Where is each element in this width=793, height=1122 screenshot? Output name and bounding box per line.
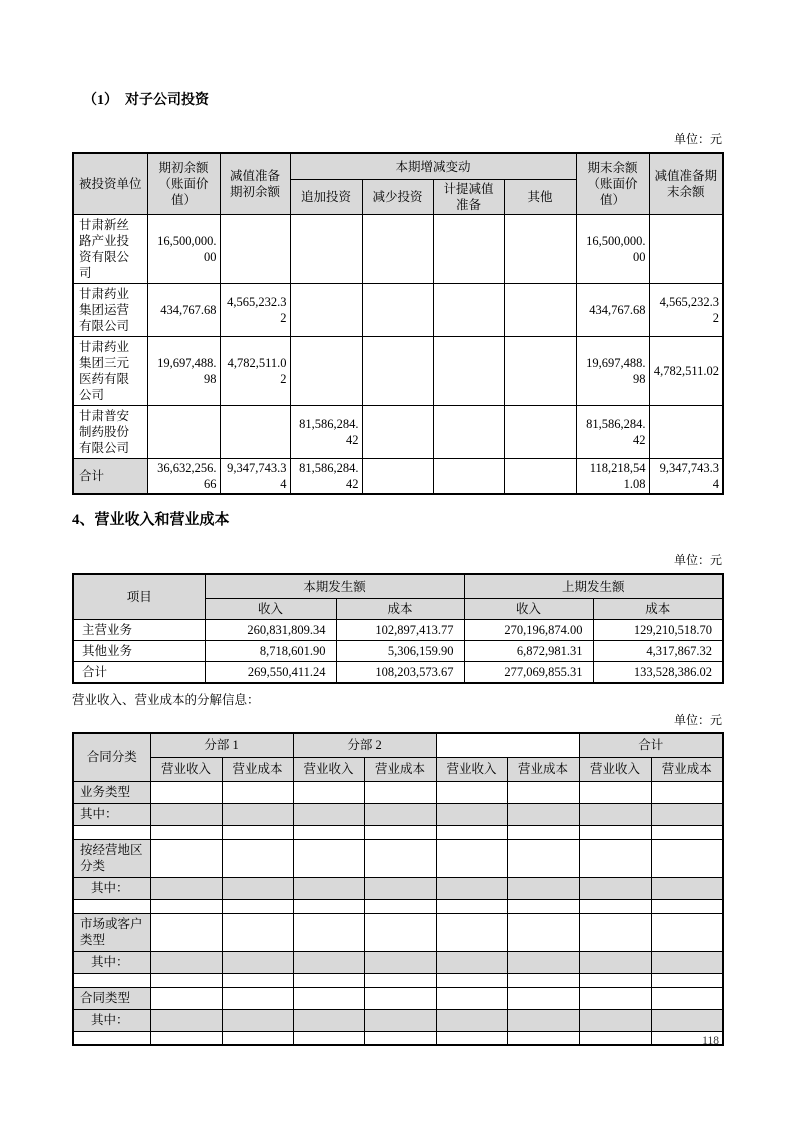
column-header-add-investment: 追加投资	[290, 180, 362, 215]
table-cell	[436, 781, 507, 803]
amount-cell: 129,210,518.70	[593, 620, 723, 641]
table-cell	[364, 913, 436, 951]
table-cell	[364, 781, 436, 803]
table-cell	[364, 1031, 436, 1045]
amount-cell	[649, 215, 723, 284]
table-cell	[651, 987, 723, 1009]
amount-cell: 108,203,573.67	[336, 662, 464, 683]
table-header-row	[73, 733, 723, 758]
table-cell	[651, 781, 723, 803]
table-cell	[222, 987, 293, 1009]
column-header-begin-balance: 期初余额（账面价值）	[147, 153, 220, 215]
table-cell	[73, 825, 150, 839]
table-cell	[222, 1031, 293, 1045]
table-subheader-row	[73, 757, 723, 781]
revenue-heading: 4、营业收入和营业成本	[72, 512, 230, 528]
column-header-impairment-provision: 计提减值准备	[433, 180, 504, 215]
table-cell	[651, 1009, 723, 1031]
column-header-op-cost: 营业成本	[507, 757, 579, 781]
table-row	[73, 839, 723, 877]
row-label-cell: 其他业务	[73, 641, 205, 662]
table-cell	[436, 825, 507, 839]
table-cell	[364, 877, 436, 899]
table-cell	[293, 1009, 364, 1031]
amount-cell	[290, 284, 362, 337]
amount-cell: 81,586,284.42	[290, 406, 362, 459]
table-cell	[293, 825, 364, 839]
table-cell	[436, 951, 507, 973]
table-row	[73, 620, 723, 641]
table-cell	[222, 781, 293, 803]
table-cell	[150, 987, 222, 1009]
amount-cell: 102,897,413.77	[336, 620, 464, 641]
table-cell	[150, 781, 222, 803]
table-cell	[651, 803, 723, 825]
table-cell	[293, 951, 364, 973]
table-cell	[293, 1031, 364, 1045]
table-row	[73, 406, 723, 459]
table-cell	[579, 987, 651, 1009]
table-cell	[222, 899, 293, 913]
table-cell	[579, 781, 651, 803]
table-cell	[507, 913, 579, 951]
table-cell	[579, 877, 651, 899]
table-cell	[364, 825, 436, 839]
table-cell	[293, 913, 364, 951]
table-cell	[222, 913, 293, 951]
table-cell	[293, 987, 364, 1009]
table-cell	[364, 899, 436, 913]
table-cell	[150, 803, 222, 825]
table-cell	[364, 839, 436, 877]
amount-cell: 16,500,000.00	[147, 215, 220, 284]
table-cell	[73, 1031, 150, 1045]
amount-cell	[433, 406, 504, 459]
table-cell	[436, 839, 507, 877]
table-cell	[507, 973, 579, 987]
table-cell	[222, 951, 293, 973]
amount-cell	[433, 459, 504, 495]
amount-cell	[362, 215, 433, 284]
table-cell	[150, 973, 222, 987]
column-header-segment-blank	[436, 733, 579, 758]
amount-cell	[290, 337, 362, 406]
table-cell	[436, 899, 507, 913]
investment-heading: （1） 对子公司投资	[83, 93, 209, 108]
amount-cell	[433, 284, 504, 337]
column-header-segment2: 分部 2	[293, 733, 436, 758]
row-label-cell: 其中：	[73, 951, 150, 973]
table-row	[73, 973, 723, 987]
amount-cell: 269,550,411.24	[205, 662, 336, 683]
column-header-op-cost: 营业成本	[651, 757, 723, 781]
breakdown-table	[72, 732, 724, 1047]
amount-cell	[220, 406, 290, 459]
table-cell	[651, 913, 723, 951]
investment-table	[72, 152, 724, 495]
table-cell	[651, 877, 723, 899]
table-row	[73, 215, 723, 284]
amount-cell: 4,565,232.32	[649, 284, 723, 337]
table-cell	[651, 973, 723, 987]
amount-cell: 434,767.68	[576, 284, 649, 337]
column-header-begin-impairment: 减值准备期初余额	[220, 153, 290, 215]
table-cell	[150, 1031, 222, 1045]
amount-cell: 133,528,386.02	[593, 662, 723, 683]
amount-cell	[649, 406, 723, 459]
table-header-row	[73, 574, 723, 599]
column-header-total: 合计	[579, 733, 723, 758]
amount-cell: 4,782,511.02	[649, 337, 723, 406]
table-cell	[293, 803, 364, 825]
table-cell	[222, 877, 293, 899]
table-cell	[436, 973, 507, 987]
table-cell	[579, 803, 651, 825]
table-cell	[150, 913, 222, 951]
amount-cell: 277,069,855.31	[464, 662, 593, 683]
amount-cell: 9,347,743.34	[649, 459, 723, 495]
table-row	[73, 803, 723, 825]
table-cell	[150, 1009, 222, 1031]
amount-cell	[504, 337, 576, 406]
table-cell	[222, 1009, 293, 1031]
table-cell	[507, 839, 579, 877]
table-cell	[364, 1009, 436, 1031]
row-label-cell: 合计	[73, 662, 205, 683]
row-label-cell: 合计	[73, 459, 147, 495]
amount-cell	[220, 215, 290, 284]
row-label-cell: 主营业务	[73, 620, 205, 641]
amount-cell: 4,565,232.32	[220, 284, 290, 337]
unit-label-investment: 单位：元	[673, 132, 722, 146]
table-row	[73, 877, 723, 899]
amount-cell: 19,697,488.98	[576, 337, 649, 406]
row-label-cell: 甘肃普安制药股份有限公司	[73, 406, 147, 459]
column-header-segment1: 分部 1	[150, 733, 293, 758]
amount-cell: 260,831,809.34	[205, 620, 336, 641]
table-cell	[293, 781, 364, 803]
table-cell	[150, 899, 222, 913]
column-header-other: 其他	[504, 180, 576, 215]
table-cell	[651, 839, 723, 877]
column-header-op-cost: 营业成本	[364, 757, 436, 781]
amount-cell: 4,317,867.32	[593, 641, 723, 662]
table-cell	[579, 1009, 651, 1031]
table-cell	[579, 1031, 651, 1045]
table-cell	[364, 951, 436, 973]
table-cell	[364, 987, 436, 1009]
column-header-income: 收入	[464, 599, 593, 620]
amount-cell	[290, 215, 362, 284]
table-cell	[436, 913, 507, 951]
table-total-row	[73, 662, 723, 683]
table-cell	[293, 839, 364, 877]
column-header-period-change: 本期增减变动	[290, 153, 576, 180]
table-cell	[222, 803, 293, 825]
table-cell	[222, 825, 293, 839]
table-cell	[507, 825, 579, 839]
row-label-cell: 其中：	[73, 877, 150, 899]
column-header-cost: 成本	[593, 599, 723, 620]
column-header-reduce-investment: 减少投资	[362, 180, 433, 215]
table-cell	[507, 1009, 579, 1031]
table-row	[73, 1009, 723, 1031]
table-header-row	[73, 153, 723, 180]
table-row	[73, 641, 723, 662]
amount-cell: 434,767.68	[147, 284, 220, 337]
table-cell	[507, 803, 579, 825]
table-cell	[579, 839, 651, 877]
table-cell	[364, 803, 436, 825]
table-cell	[579, 951, 651, 973]
amount-cell: 118,218,541.08	[576, 459, 649, 495]
table-row	[73, 337, 723, 406]
amount-cell: 8,718,601.90	[205, 641, 336, 662]
amount-cell	[504, 215, 576, 284]
table-cell	[222, 839, 293, 877]
table-cell	[507, 987, 579, 1009]
table-cell	[507, 877, 579, 899]
table-row	[73, 1031, 723, 1045]
table-cell	[579, 825, 651, 839]
table-row	[73, 284, 723, 337]
revenue-table	[72, 573, 724, 684]
table-row	[73, 825, 723, 839]
column-header-income: 收入	[205, 599, 336, 620]
amount-cell: 81,586,284.42	[290, 459, 362, 495]
amount-cell: 5,306,159.90	[336, 641, 464, 662]
amount-cell: 19,697,488.98	[147, 337, 220, 406]
table-cell	[436, 987, 507, 1009]
row-label-cell: 甘肃新丝路产业投资有限公司	[73, 215, 147, 284]
column-header-prior-period: 上期发生额	[464, 574, 723, 599]
column-header-op-income: 营业收入	[150, 757, 222, 781]
amount-cell	[362, 284, 433, 337]
table-row	[73, 781, 723, 803]
table-cell	[651, 825, 723, 839]
amount-cell	[362, 406, 433, 459]
column-header-op-cost: 营业成本	[222, 757, 293, 781]
unit-label-breakdown: 单位：元	[673, 712, 722, 727]
table-cell	[364, 973, 436, 987]
table-cell	[150, 825, 222, 839]
table-cell	[73, 899, 150, 913]
row-label-cell: 其中：	[73, 1009, 150, 1031]
column-header-op-income: 营业收入	[293, 757, 364, 781]
table-cell	[150, 877, 222, 899]
row-label-cell: 业务类型	[73, 781, 150, 803]
table-cell	[507, 781, 579, 803]
amount-cell	[433, 215, 504, 284]
table-cell	[507, 951, 579, 973]
amount-cell	[504, 284, 576, 337]
table-cell	[293, 973, 364, 987]
page-number: 118	[702, 1035, 719, 1047]
row-label-cell: 其中：	[73, 803, 150, 825]
table-total-row	[73, 459, 723, 495]
amount-cell: 270,196,874.00	[464, 620, 593, 641]
row-label-cell: 按经营地区分类	[73, 839, 150, 877]
table-row	[73, 951, 723, 973]
row-label-cell: 合同类型	[73, 987, 150, 1009]
amount-cell: 6,872,981.31	[464, 641, 593, 662]
amount-cell	[504, 459, 576, 495]
column-header-end-impairment: 减值准备期末余额	[649, 153, 723, 215]
column-header-op-income: 营业收入	[579, 757, 651, 781]
table-cell	[436, 803, 507, 825]
table-cell	[436, 1031, 507, 1045]
amount-cell: 4,782,511.02	[220, 337, 290, 406]
column-header-investee: 被投资单位	[73, 153, 147, 215]
amount-cell	[433, 337, 504, 406]
table-cell	[651, 951, 723, 973]
column-header-op-income: 营业收入	[436, 757, 507, 781]
column-header-item: 项目	[73, 574, 205, 620]
column-header-current-period: 本期发生额	[205, 574, 464, 599]
amount-cell	[147, 406, 220, 459]
amount-cell: 81,586,284.42	[576, 406, 649, 459]
table-cell	[293, 877, 364, 899]
column-header-end-balance: 期末余额（账面价值）	[576, 153, 649, 215]
amount-cell	[362, 337, 433, 406]
amount-cell	[362, 459, 433, 495]
amount-cell: 9,347,743.34	[220, 459, 290, 495]
table-cell	[150, 839, 222, 877]
table-cell	[579, 913, 651, 951]
amount-cell: 16,500,000.00	[576, 215, 649, 284]
table-row	[73, 913, 723, 951]
table-cell	[579, 899, 651, 913]
column-header-cost: 成本	[336, 599, 464, 620]
table-cell	[150, 951, 222, 973]
table-cell	[73, 973, 150, 987]
row-label-cell: 甘肃药业集团三元医药有限公司	[73, 337, 147, 406]
amount-cell	[504, 406, 576, 459]
table-row	[73, 899, 723, 913]
table-cell	[222, 973, 293, 987]
unit-label-revenue: 单位：元	[673, 553, 722, 567]
row-label-cell: 市场或客户类型	[73, 913, 150, 951]
table-cell	[436, 877, 507, 899]
table-cell	[293, 899, 364, 913]
table-row	[73, 987, 723, 1009]
column-header-contract-category: 合同分类	[73, 733, 150, 782]
table-cell	[651, 899, 723, 913]
row-label-cell: 甘肃药业集团运营有限公司	[73, 284, 147, 337]
table-cell	[507, 899, 579, 913]
breakdown-note: 营业收入、营业成本的分解信息：	[72, 692, 260, 707]
table-cell	[507, 1031, 579, 1045]
amount-cell: 36,632,256.66	[147, 459, 220, 495]
table-cell	[436, 1009, 507, 1031]
table-cell	[579, 973, 651, 987]
